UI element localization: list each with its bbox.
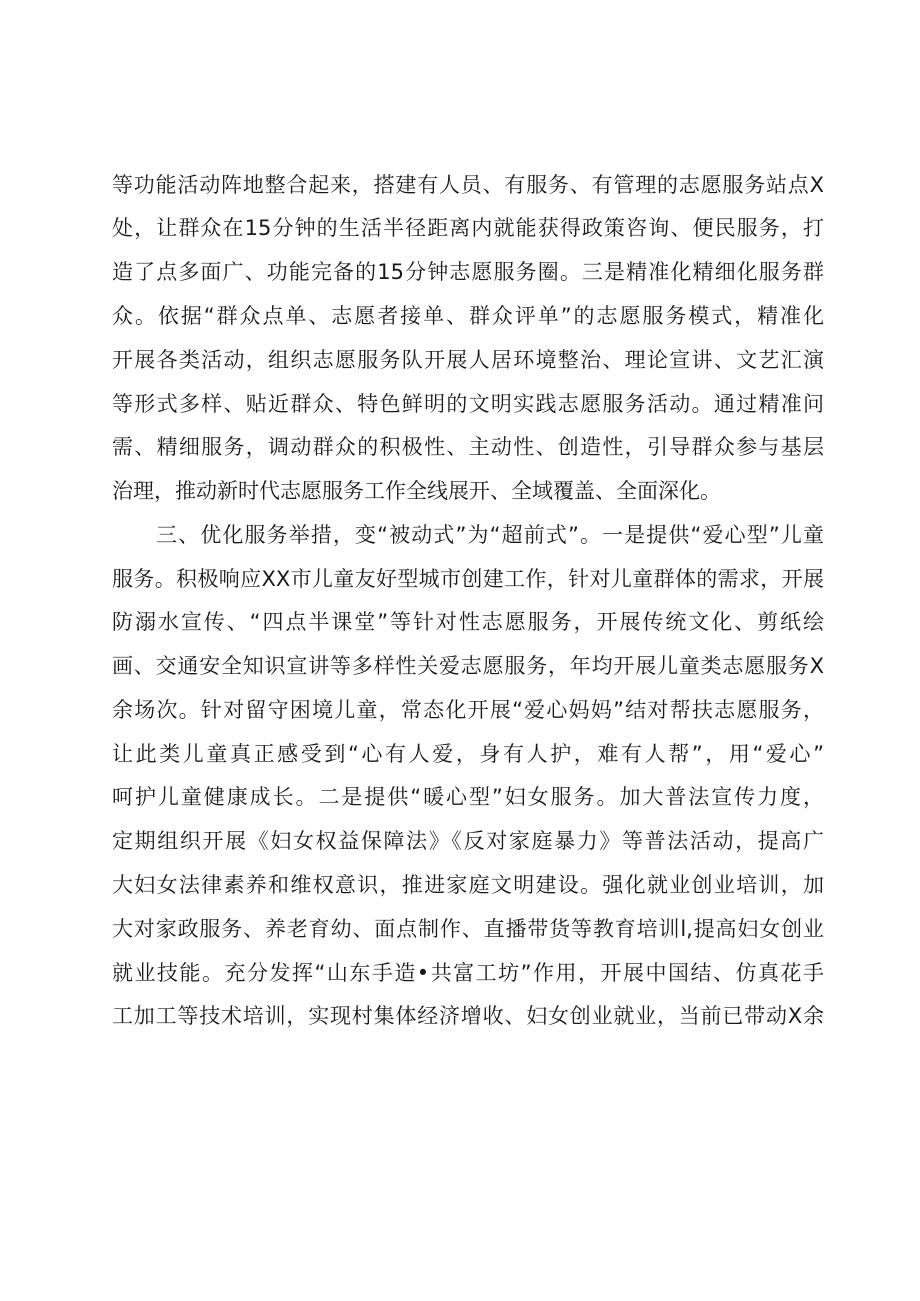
text-line-10: 服务。积极响应XX市儿童友好型城市创建工作，针对儿童群体的需求，开展 [112, 567, 824, 591]
text-line-18: 大对家政服务、养老育幼、面点制作、直播带货等教育培训l,提高妇女创业 [112, 917, 824, 941]
text-line-20: 工加工等技术培训，实现村集体经济增收、妇女创业就业，当前已带动X余 [112, 1004, 824, 1028]
text-line-7: 需、精细服务，调动群众的积极性、主动性、创造性，引导群众参与基层 [112, 435, 824, 459]
text-line-3: 造了点多面广、功能完备的15分钟志愿服务圈。三是精准化精细化服务群 [112, 260, 824, 284]
text-line-17: 大妇女法律素养和维权意识，推进家庭文明建设。强化就业创业培训，加 [112, 873, 824, 897]
section-three-heading-line: 三、优化服务举措，变“被动式”为“超前式”。一是提供“爱心型”儿童 [156, 523, 824, 547]
text-line-4: 众。依据“群众点单、志愿者接单、群众评单”的志愿服务模式，精准化 [112, 304, 824, 328]
text-line-13: 余场次。针对留守困境儿童，常态化开展“爱心妈妈”结对帮扶志愿服务， [112, 698, 824, 722]
text-line-11: 防溺水宣传、“四点半课堂”等针对性志愿服务，开展传统文化、剪纸绘 [112, 610, 824, 634]
text-line-6: 等形式多样、贴近群众、特色鲜明的文明实践志愿服务活动。通过精准问 [112, 392, 824, 416]
text-line-1: 等功能活动阵地整合起来，搭建有人员、有服务、有管理的志愿服务站点X [112, 173, 824, 197]
text-line-16: 定期组织开展《妇女权益保障法》《反对家庭暴力》等普法活动，提高广 [112, 829, 824, 853]
text-line-5: 开展各类活动，组织志愿服务队开展人居环境整治、理论宣讲、文艺汇演 [112, 348, 824, 372]
text-line-19: 就业技能。充分发挥“山东手造•共富工坊”作用，开展中国结、仿真花手 [112, 961, 824, 985]
text-line-15: 呵护儿童健康成长。二是提供“暖心型”妇女服务。加大普法宣传力度， [112, 785, 824, 809]
text-line-14: 让此类儿童真正感受到“心有人爱，身有人护，难有人帮”，用“爱心” [112, 742, 824, 766]
text-line-2: 处，让群众在15分钟的生活半径距离内就能获得政策咨询、便民服务，打 [112, 216, 824, 240]
text-line-12: 画、交通安全知识宣讲等多样性关爱志愿服务，年均开展儿童类志愿服务X [112, 654, 824, 678]
text-line-8: 治理，推动新时代志愿服务工作全线展开、全域覆盖、全面深化。 [112, 479, 721, 503]
